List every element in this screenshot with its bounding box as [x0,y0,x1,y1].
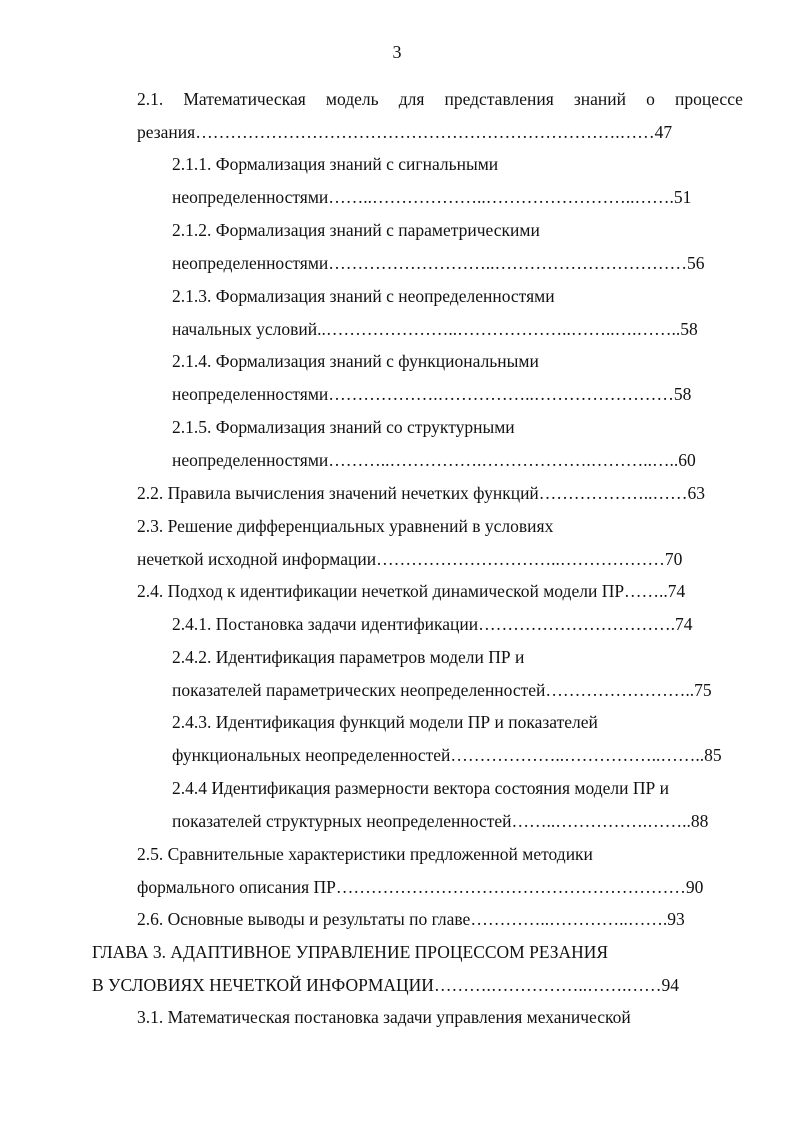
toc-line-2-2: 2.2. Правила вычисления значений нечетких функций………………..……63 [137,483,706,503]
toc-line-2-4-2-title: 2.4.2. Идентификация параметров модели ПР и [172,647,525,667]
toc-word: Математическая [183,89,306,109]
toc-line-2-1-3-title: 2.1.3. Формализация знаний с неопределенностями [172,286,555,306]
toc-word: процессе [675,89,743,109]
toc-line-2-1-1-leader: неопределенностями……..………………..……………………..…….51 [172,187,692,207]
toc-line-2-4: 2.4. Подход к идентификации нечеткой динамической модели ПР……..74 [137,581,686,601]
toc-word: знаний [573,89,627,109]
toc-line-2-5-title: 2.5. Сравнительные характеристики предложенной методики [137,844,593,864]
toc-line-2-1-5-leader: неопределенностями………..…………….……………….………..…..60 [172,450,696,470]
toc-line-2-3-leader: нечеткой исходной информации…………………………..………………70 [137,549,683,569]
toc-line-2-1-4-title: 2.1.4. Формализация знаний с функциональными [172,351,539,371]
toc-word: о [646,89,655,109]
toc-word: модель [325,89,379,109]
toc-line-chapter-3-leader: В УСЛОВИЯХ НЕЧЕТКОЙ ИНФОРМАЦИИ……….……………..…….……94 [92,975,679,995]
toc-line-2-4-2-leader: показателей параметрических неопределенностей……………………..75 [172,680,712,700]
toc-word: 2.1. [137,89,164,109]
toc-line-2-1-1-title: 2.1.1. Формализация знаний с сигнальными [172,154,499,174]
toc-line-2-1-title [137,88,743,110]
toc-line-2-4-3-leader: функциональных неопределенностей………………..……………..……..85 [172,745,722,765]
toc-word: представления [444,89,554,109]
toc-line-2-1-3-leader: начальных условий..…………………..………………..……..….……..58 [172,319,698,339]
toc-line-2-3-title: 2.3. Решение дифференциальных уравнений в условиях [137,516,554,536]
toc-line-2-1-leader: резания……………………………………………………………….……47 [137,122,673,142]
toc-line-2-4-4-leader: показателей структурных неопределенностей……..…………….……..88 [172,811,709,831]
toc-line-2-4-3-title: 2.4.3. Идентификация функций модели ПР и показателей [172,712,598,732]
toc-line-2-1-5-title: 2.1.5. Формализация знаний со структурными [172,417,515,437]
toc-line-2-1-4-leader: неопределенностями……………….……………..……………………58 [172,384,692,404]
page-number: 3 [392,42,402,62]
toc-line-2-4-4-title: 2.4.4 Идентификация размерности вектора состояния модели ПР и [172,778,669,798]
toc-line-3-1-title: 3.1. Математическая постановка задачи управления механической [137,1007,631,1027]
toc-line-2-5-leader: формального описания ПР……………………………………………………90 [137,877,704,897]
toc-line-2-6: 2.6. Основные выводы и результаты по главе…………..…………..…….93 [137,909,685,929]
toc-line-chapter-3-title: ГЛАВА 3. АДАПТИВНОЕ УПРАВЛЕНИЕ ПРОЦЕССОМ РЕЗАНИЯ [92,942,609,962]
toc-line-2-1-2-leader: неопределенностями………………………..……………………………56 [172,253,705,273]
toc-line-2-1-2-title: 2.1.2. Формализация знаний с параметрическими [172,220,540,240]
toc-word: для [398,89,425,109]
toc-line-2-4-1: 2.4.1. Постановка задачи идентификации…………………………….74 [172,614,693,634]
